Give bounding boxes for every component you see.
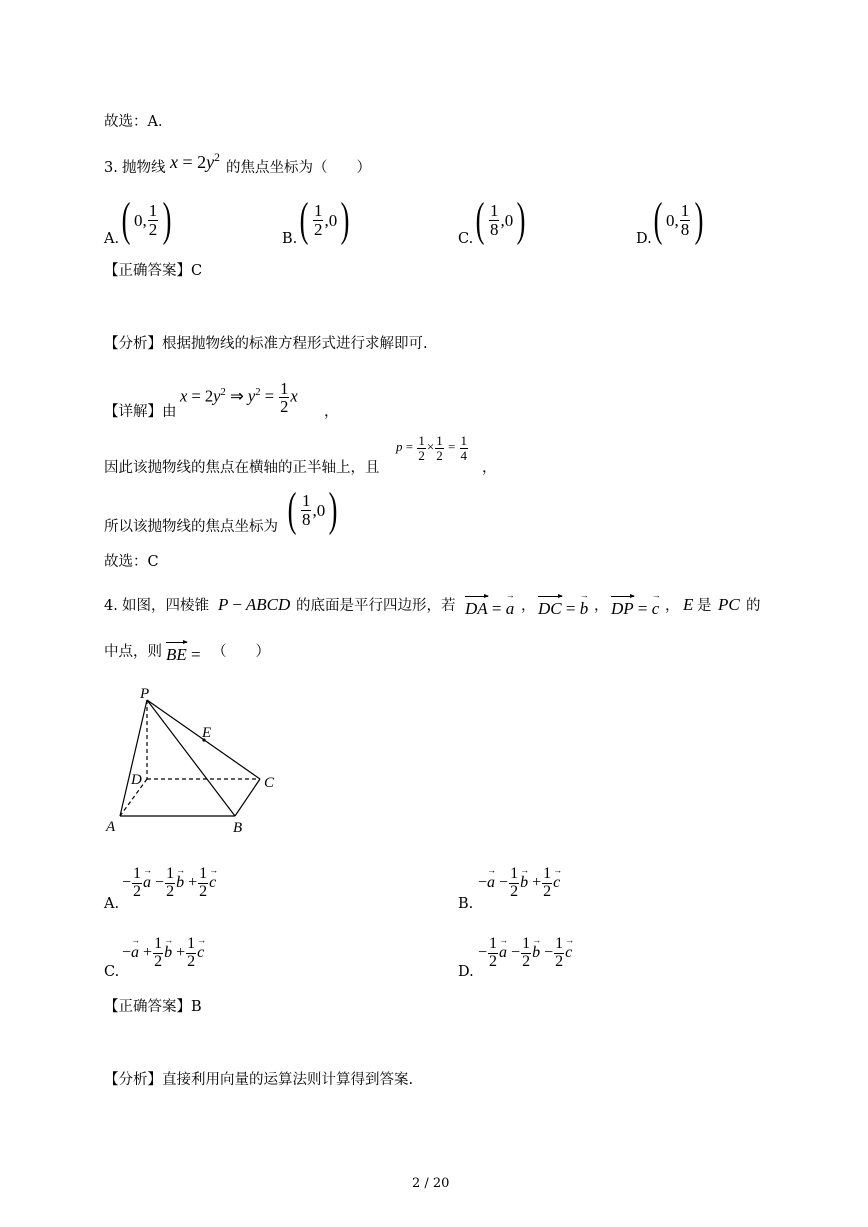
q4-option-d-label: D. xyxy=(458,964,474,980)
q3-equation: $x = 2y^2$ xyxy=(170,151,220,172)
q4-vec-be: BE = xyxy=(166,642,201,663)
q4-sep2: ， xyxy=(594,598,609,614)
q3-stem-post: 的焦点坐标为（ ） xyxy=(226,160,371,176)
q4-line2-pre: 中点，则 xyxy=(104,644,162,660)
q3-number: 3. xyxy=(104,160,118,176)
q4-sep1: ， xyxy=(521,598,536,614)
q4-option-a-label: A. xyxy=(104,896,120,912)
label-e: E xyxy=(202,725,212,741)
q3-p-equation: p = $\frac{1}{2}$ × $\frac{1}{2}$ = $\frac{1}{4}$ xyxy=(396,433,468,463)
q4-correct-answer: 【正确答案】B xyxy=(104,999,202,1015)
q3-line2-end: ， xyxy=(482,460,497,476)
label-d: D xyxy=(131,772,142,788)
q3-option-a-label: A. xyxy=(104,231,120,247)
q4-vec-dc: DC = → b xyxy=(538,596,588,617)
label-p: P xyxy=(140,686,150,702)
q3-answer: 故选：C xyxy=(104,554,159,570)
pyramid-figure xyxy=(100,680,300,840)
q3-correct-answer: 【正确答案】C xyxy=(104,263,203,279)
edge-pb xyxy=(147,700,235,816)
q3-line2: 因此该抛物线的焦点在横轴的正半轴上，且 xyxy=(104,460,380,476)
q4-option-b-math: −→ a − $\frac{1}{2}$ → b + $\frac{1}{2}$ → c xyxy=(478,866,560,901)
q4-line2-post: （ ） xyxy=(212,644,270,660)
q3-option-d-label: D. xyxy=(636,231,652,247)
q4-analysis: 【分析】直接利用向量的运算法则计算得到答案. xyxy=(104,1072,414,1088)
edge-pa xyxy=(120,700,147,816)
q3-line3: 所以该抛物线的焦点坐标为 xyxy=(104,519,278,535)
q4-point-e: E xyxy=(683,595,694,614)
q3-detail-equation: $x = 2y^2$ ⇒ $y^2$ = $\frac{1}{2}$ x xyxy=(180,379,298,417)
q3-focus-coordinates: ( $\frac{1}{8}$ ,0 ) xyxy=(287,483,338,536)
q3-analysis: 【分析】根据抛物线的标准方程形式进行求解即可. xyxy=(104,336,428,352)
q4-sep3: ， xyxy=(665,598,680,614)
q3-detail-comma: ， xyxy=(324,404,339,420)
q3-option-b-math: ( $\frac{1}{2}$ ,0 ) xyxy=(299,193,350,246)
q3-option-d-math: ( 0, $\frac{1}{8}$ ) xyxy=(653,193,704,246)
q4-vec-da: DA = → a xyxy=(465,596,514,617)
label-c: C xyxy=(264,775,275,791)
q4-option-c-math: −→ a + $\frac{1}{2}$ → b + $\frac{1}{2}$ → c xyxy=(122,936,204,971)
q4-option-b-label: B. xyxy=(458,896,474,912)
edge-bc xyxy=(235,779,260,816)
label-b: B xyxy=(233,820,243,836)
q3-option-b-label: B. xyxy=(282,231,298,247)
q4-s4: 的 xyxy=(746,598,761,614)
page-number: 2 / 20 xyxy=(412,1176,450,1191)
q4-option-a-math: − $\frac{1}{2}$ → a − $\frac{1}{2}$ → b + $\frac{1}{2}$ → c xyxy=(122,866,216,901)
q4-s1: 如图，四棱锥 xyxy=(122,598,209,614)
q4-s3: 是 xyxy=(697,598,712,614)
q4-pyramid-name: P − ABCD xyxy=(218,595,291,614)
label-a: A xyxy=(106,819,116,835)
q4-s2: 的底面是平行四边形，若 xyxy=(296,598,456,614)
previous-answer: 故选：A． xyxy=(104,114,173,130)
q3-stem-pre: 抛物线 xyxy=(122,160,166,176)
q3-option-c-label: C. xyxy=(458,231,474,247)
q4-vec-dp: DP = → c xyxy=(611,596,659,617)
q4-option-d-math: − $\frac{1}{2}$ → a − $\frac{1}{2}$ → b − $\frac{1}{2}$ → c xyxy=(478,936,572,971)
q4-segment-pc: PC xyxy=(718,595,740,614)
q4-number: 4. xyxy=(104,598,118,614)
q3-option-c-math: ( $\frac{1}{8}$ ,0 ) xyxy=(475,193,526,246)
q4-option-c-label: C. xyxy=(104,964,120,980)
q3-detail: 【详解】由 xyxy=(104,404,177,420)
q3-option-a-math: ( 0, $\frac{1}{2}$ ) xyxy=(121,193,172,246)
